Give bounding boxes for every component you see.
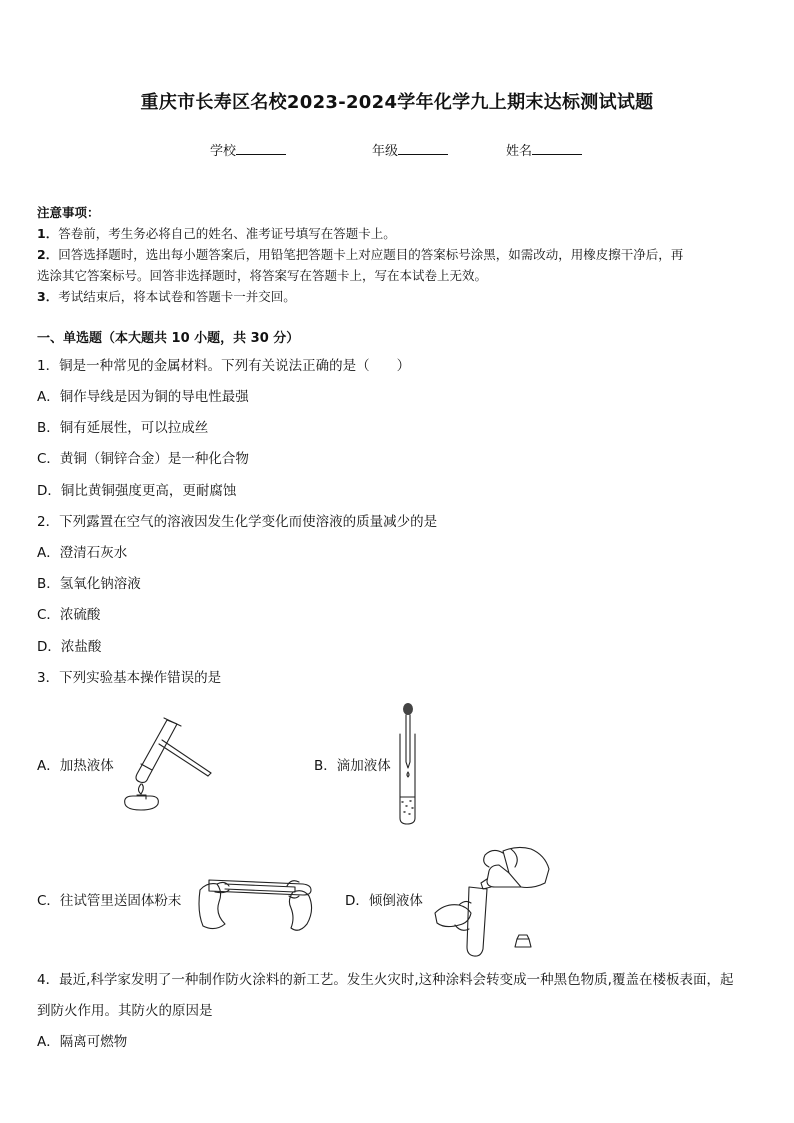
option-c[interactable]: C．往试管里送固体粉末 xyxy=(37,893,182,909)
note-item xyxy=(37,245,683,263)
test-tube-mouth xyxy=(164,718,181,726)
dropping-liquid-figure xyxy=(388,702,428,827)
question-stem: 1．铜是一种常见的金属材料。下列有关说法正确的是（ ） xyxy=(37,358,411,374)
grade-field[interactable] xyxy=(372,140,448,159)
option-a[interactable]: A．铜作导线是因为铜的导电性最强 xyxy=(37,389,249,405)
question-stem-line: 到防火作用。其防火的原因是 xyxy=(37,1003,213,1019)
note-text: 考试结束后，将本试卷和答题卡一并交回。 xyxy=(58,289,296,304)
flame xyxy=(139,784,144,794)
pouring-hand xyxy=(484,849,518,867)
pouring-liquid-figure xyxy=(425,843,557,958)
section-heading: 一、单选题（本大题共 10 小题，共 30 分） xyxy=(37,331,300,346)
alcohol-lamp xyxy=(125,796,159,810)
name-label: 姓名 xyxy=(506,144,533,159)
option-b[interactable]: B．铜有延展性，可以拉成丝 xyxy=(37,420,209,436)
question-stem: 2．下列露置在空气的溶液因发生化学变化而使溶液的质量减少的是 xyxy=(37,514,438,530)
test-tube xyxy=(400,734,415,824)
note-number: 1． xyxy=(37,226,59,241)
notes-heading: 注意事项： xyxy=(37,205,100,220)
option-a[interactable]: A．隔离可燃物 xyxy=(37,1034,128,1050)
powder-into-tube-figure xyxy=(195,862,320,937)
page-title: 重庆市长寿区名校2023-2024学年化学九上期末达标测试试题 xyxy=(140,92,654,113)
option-c[interactable]: C．黄铜（铜锌合金）是一种化合物 xyxy=(37,451,249,467)
option-a[interactable]: A．加热液体 xyxy=(37,758,114,774)
note-item xyxy=(37,224,396,242)
heating-liquid-figure xyxy=(115,716,215,811)
option-b[interactable]: B．滴加液体 xyxy=(314,758,391,774)
drop xyxy=(407,772,409,777)
right-hand xyxy=(289,891,311,931)
note-item xyxy=(37,287,296,305)
option-b[interactable]: B．氢氧化钠溶液 xyxy=(37,576,141,592)
holding-hand xyxy=(435,905,471,927)
bottle-mouth xyxy=(481,879,491,889)
question-stem-line: 4．最近,科学家发明了一种制作防火涂料的新工艺。发生火灾时,这种涂料会转变成一种黑色物质,覆盖在楼板表面，起 xyxy=(37,972,734,988)
note-text: 回答选择题时，选出每小题答案后，用铅笔把答题卡上对应题目的答案标号涂黑，如需改动，用橡皮擦干净后，再 xyxy=(58,247,684,262)
note-number: 3． xyxy=(37,289,59,304)
note-text: 选涂其它答案标号。回答非选择题时，将答案写在答题卡上，写在本试卷上无效。 xyxy=(37,268,488,283)
name-field[interactable] xyxy=(506,140,582,159)
question-stem: 3．下列实验基本操作错误的是 xyxy=(37,670,222,686)
school-blank[interactable] xyxy=(236,142,286,155)
name-blank[interactable] xyxy=(532,142,582,155)
note-item xyxy=(37,266,487,284)
option-c[interactable]: C．浓硫酸 xyxy=(37,607,101,623)
note-text: 答卷前，考生务必将自己的姓名、准考证号填写在答题卡上。 xyxy=(58,226,396,241)
left-hand xyxy=(199,884,225,929)
school-label: 学校 xyxy=(210,144,237,159)
dropper-bulb xyxy=(403,703,413,715)
dropper-tube xyxy=(406,715,410,768)
test-tube xyxy=(467,887,487,956)
tube-holder xyxy=(159,740,211,776)
option-a[interactable]: A．澄清石灰水 xyxy=(37,545,128,561)
liquid-level xyxy=(141,764,152,770)
bottle-stopper xyxy=(515,939,531,947)
option-d[interactable]: D．倾倒液体 xyxy=(345,893,423,909)
note-number: 2． xyxy=(37,247,59,262)
paper-trough xyxy=(225,884,295,892)
grade-label: 年级 xyxy=(372,144,399,159)
option-d[interactable]: D．浓盐酸 xyxy=(37,639,102,655)
reagent-bottle xyxy=(503,847,549,887)
grade-blank[interactable] xyxy=(398,142,448,155)
option-d[interactable]: D．铜比黄铜强度更高，更耐腐蚀 xyxy=(37,483,237,499)
school-field[interactable] xyxy=(210,140,286,159)
